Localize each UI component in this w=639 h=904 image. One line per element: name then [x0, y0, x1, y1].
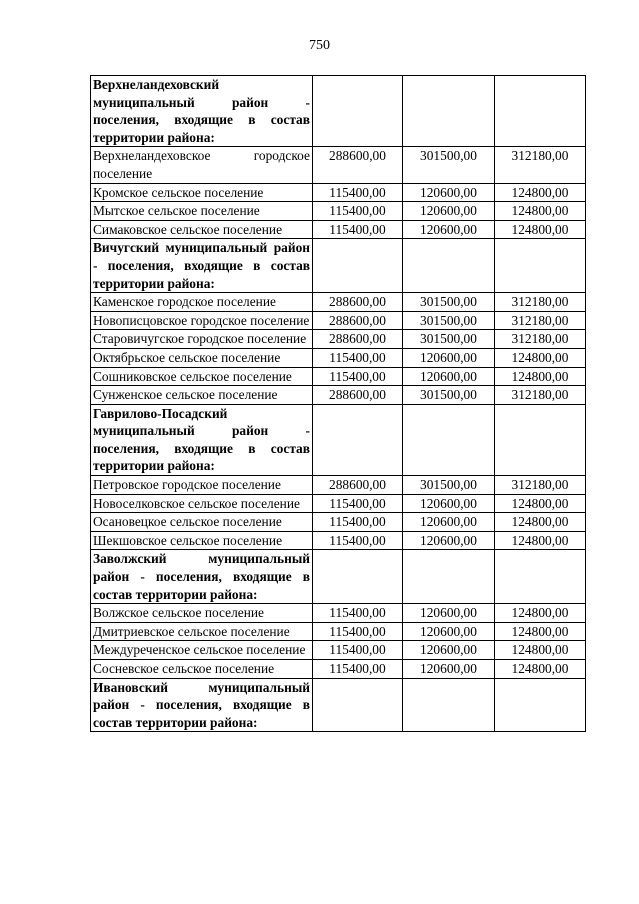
- table-body: [91, 76, 586, 732]
- amount-cell-year-3: 124800,00: [495, 348, 586, 367]
- settlement-row: [91, 513, 586, 532]
- amount-cell-year-3: 124800,00: [495, 183, 586, 202]
- settlement-name-cell: Октябрьское сельское поселение: [91, 348, 313, 367]
- settlement-name-cell: Дмитриевское сельское поселение: [91, 622, 313, 641]
- amount-cell-year-2: 120600,00: [403, 513, 495, 532]
- amount-cell-year-1: 288600,00: [313, 386, 403, 405]
- amount-cell-year-1: 115400,00: [313, 604, 403, 623]
- settlement-row: [91, 641, 586, 660]
- settlement-name-cell: Каменское городское поселение: [91, 293, 313, 312]
- amount-cell-year-2: 301500,00: [403, 147, 495, 183]
- district-header-row: [91, 550, 586, 604]
- subsidy-table: [90, 75, 586, 732]
- settlement-row: [91, 476, 586, 495]
- settlement-name-cell: Мытское сельское поселение: [91, 202, 313, 221]
- amount-cell-year-2: 120600,00: [403, 660, 495, 679]
- district-header-row: [91, 239, 586, 293]
- district-name-cell: Ивановский муниципальный район - поселения, входящие в состав территории района:: [91, 678, 313, 732]
- settlement-name-cell: Петровское городское поселение: [91, 476, 313, 495]
- amount-cell-year-3: 312180,00: [495, 330, 586, 349]
- amount-cell-year-3: 124800,00: [495, 367, 586, 386]
- amount-cell-year-3: 124800,00: [495, 494, 586, 513]
- amount-cell-year-2: 120600,00: [403, 641, 495, 660]
- district-name-cell: Верхнеландеховский муниципальный район - поселения, входящие в состав территории района:: [91, 76, 313, 147]
- amount-cell-year-3: 312180,00: [495, 386, 586, 405]
- settlement-row: [91, 202, 586, 221]
- amount-cell-year-2: 120600,00: [403, 348, 495, 367]
- amount-cell-year-1: 115400,00: [313, 622, 403, 641]
- settlement-name-cell: Новописцовское городское поселение: [91, 311, 313, 330]
- amount-cell-year-2: 120600,00: [403, 604, 495, 623]
- amount-cell-year-2: 120600,00: [403, 183, 495, 202]
- amount-cell-year-2: [403, 404, 495, 475]
- amount-cell-year-3: 312180,00: [495, 147, 586, 183]
- amount-cell-year-3: 124800,00: [495, 202, 586, 221]
- settlement-row: [91, 367, 586, 386]
- settlement-row: [91, 660, 586, 679]
- amount-cell-year-1: 288600,00: [313, 330, 403, 349]
- amount-cell-year-2: 120600,00: [403, 494, 495, 513]
- settlement-name-cell: Симаковское сельское поселение: [91, 220, 313, 239]
- amount-cell-year-3: 312180,00: [495, 476, 586, 495]
- settlement-name-cell: Кромское сельское поселение: [91, 183, 313, 202]
- amount-cell-year-2: 301500,00: [403, 293, 495, 312]
- amount-cell-year-1: [313, 404, 403, 475]
- amount-cell-year-1: 115400,00: [313, 202, 403, 221]
- amount-cell-year-1: 115400,00: [313, 513, 403, 532]
- settlement-row: [91, 147, 586, 183]
- settlement-name-cell: Междуреченское сельское поселение: [91, 641, 313, 660]
- settlement-name-cell: Осановецкое сельское поселение: [91, 513, 313, 532]
- amount-cell-year-1: 115400,00: [313, 531, 403, 550]
- amount-cell-year-1: 288600,00: [313, 293, 403, 312]
- amount-cell-year-2: [403, 239, 495, 293]
- amount-cell-year-2: 301500,00: [403, 476, 495, 495]
- settlement-name-cell: Старовичугское городское поселение: [91, 330, 313, 349]
- settlement-name-cell: Новоселковское сельское поселение: [91, 494, 313, 513]
- amount-cell-year-1: 115400,00: [313, 660, 403, 679]
- amount-cell-year-3: 312180,00: [495, 293, 586, 312]
- amount-cell-year-3: 124800,00: [495, 604, 586, 623]
- amount-cell-year-3: 124800,00: [495, 660, 586, 679]
- amount-cell-year-1: 115400,00: [313, 367, 403, 386]
- amount-cell-year-3: 124800,00: [495, 531, 586, 550]
- amount-cell-year-1: 115400,00: [313, 494, 403, 513]
- amount-cell-year-2: 120600,00: [403, 202, 495, 221]
- settlement-name-cell: Сосневское сельское поселение: [91, 660, 313, 679]
- settlement-row: [91, 311, 586, 330]
- district-name-cell: Заволжский муниципальный район - поселения, входящие в состав территории района:: [91, 550, 313, 604]
- amount-cell-year-3: [495, 678, 586, 732]
- settlement-row: [91, 330, 586, 349]
- amount-cell-year-2: 120600,00: [403, 622, 495, 641]
- amount-cell-year-1: 288600,00: [313, 147, 403, 183]
- settlement-row: [91, 293, 586, 312]
- settlement-row: [91, 531, 586, 550]
- district-header-row: [91, 678, 586, 732]
- settlement-row: [91, 494, 586, 513]
- amount-cell-year-1: 115400,00: [313, 220, 403, 239]
- amount-cell-year-1: [313, 239, 403, 293]
- settlement-row: [91, 604, 586, 623]
- district-name-cell: Вичугский муниципальный район - поселения, входящие в состав территории района:: [91, 239, 313, 293]
- settlement-row: [91, 348, 586, 367]
- amount-cell-year-3: [495, 76, 586, 147]
- amount-cell-year-3: 312180,00: [495, 311, 586, 330]
- amount-cell-year-2: 120600,00: [403, 220, 495, 239]
- amount-cell-year-1: 288600,00: [313, 476, 403, 495]
- settlement-row: [91, 622, 586, 641]
- settlement-name-cell: Волжское сельское поселение: [91, 604, 313, 623]
- district-name-cell: Гаврилово-Посадский муниципальный район - поселения, входящие в состав территории района:: [91, 404, 313, 475]
- amount-cell-year-2: [403, 76, 495, 147]
- settlement-row: [91, 386, 586, 405]
- amount-cell-year-2: 120600,00: [403, 531, 495, 550]
- amount-cell-year-2: 301500,00: [403, 386, 495, 405]
- settlement-row: [91, 183, 586, 202]
- amount-cell-year-1: 115400,00: [313, 348, 403, 367]
- page-number: 750: [309, 38, 330, 53]
- amount-cell-year-2: 120600,00: [403, 367, 495, 386]
- amount-cell-year-2: [403, 678, 495, 732]
- settlement-name-cell: Верхнеландеховское городское поселение: [91, 147, 313, 183]
- amount-cell-year-3: 124800,00: [495, 220, 586, 239]
- amount-cell-year-1: [313, 76, 403, 147]
- amount-cell-year-1: 115400,00: [313, 641, 403, 660]
- amount-cell-year-2: 301500,00: [403, 330, 495, 349]
- district-header-row: [91, 404, 586, 475]
- amount-cell-year-1: [313, 678, 403, 732]
- amount-cell-year-3: 124800,00: [495, 622, 586, 641]
- settlement-name-cell: Сунженское сельское поселение: [91, 386, 313, 405]
- district-header-row: [91, 76, 586, 147]
- amount-cell-year-3: [495, 550, 586, 604]
- amount-cell-year-2: [403, 550, 495, 604]
- settlement-name-cell: Шекшовское сельское поселение: [91, 531, 313, 550]
- amount-cell-year-3: 124800,00: [495, 513, 586, 532]
- amount-cell-year-1: 115400,00: [313, 183, 403, 202]
- amount-cell-year-3: 124800,00: [495, 641, 586, 660]
- settlement-name-cell: Сошниковское сельское поселение: [91, 367, 313, 386]
- amount-cell-year-1: 288600,00: [313, 311, 403, 330]
- amount-cell-year-3: [495, 404, 586, 475]
- amount-cell-year-1: [313, 550, 403, 604]
- amount-cell-year-2: 301500,00: [403, 311, 495, 330]
- settlement-row: [91, 220, 586, 239]
- amount-cell-year-3: [495, 239, 586, 293]
